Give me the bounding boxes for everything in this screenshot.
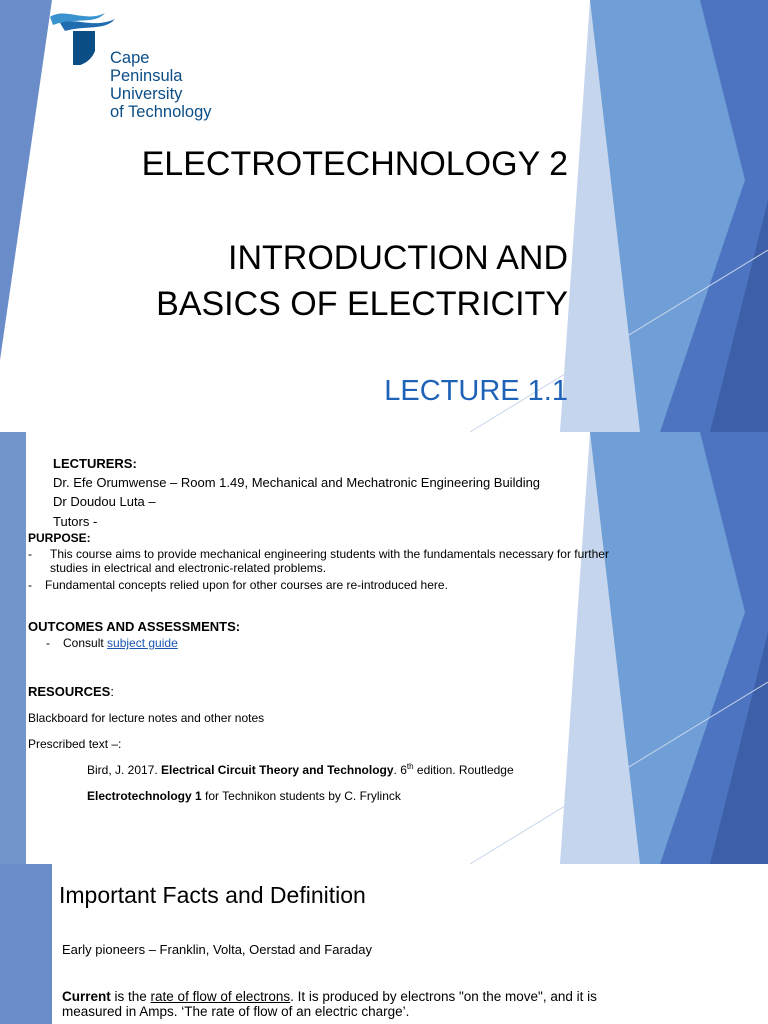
facts-slide [0,864,768,1024]
logo-line-3: University [110,85,183,103]
purpose-item-1-line-2: studies in electrical and electronic-related problems. [50,561,327,575]
course-title: ELECTROTECHNOLOGY 2 [141,145,568,183]
purpose-dash-1: - [28,547,32,561]
lecturer-1: Dr. Efe Orumwense – Room 1.49, Mechanical and Mechatronic Engineering Building [53,475,541,490]
ref1-sup: th [406,762,414,771]
left-edge-strip [0,864,52,1024]
lecturer-2: Dr Doudou Luta – [53,494,156,509]
topic-line-1: INTRODUCTION AND [228,239,568,277]
subject-guide-link[interactable]: subject guide [107,636,178,650]
outcomes-prefix: Consult [63,636,104,650]
ref1-rest: edition. Routledge [413,763,514,777]
resources-colon: : [110,684,114,699]
topic-line-2: BASICS OF ELECTRICITY [156,285,568,323]
tutors: Tutors - [53,514,98,529]
course-info-slide [0,432,768,864]
left-edge-strip [0,432,26,864]
blackboard-line: Blackboard for lecture notes and other notes [28,711,265,725]
logo-line-1: Cape [110,49,150,67]
logo-line-4: of Technology [110,103,212,121]
ref2-rest: for Technikon students by C. Frylinck [201,789,401,803]
resources-label: RESOURCES [28,684,111,699]
purpose-dash-2: - [28,578,32,592]
current-term: Current [62,989,111,1004]
purpose-item-1-line-1: This course aims to provide mechanical engineering students with the fundamentals necessary for further [50,547,609,561]
outcomes-line [63,636,178,650]
logo-line-2: Peninsula [110,67,183,85]
lecturers-heading: LECTURERS: [53,456,137,471]
reference-1 [87,763,514,777]
outcomes-dash: - [46,636,50,650]
title-slide [0,0,768,432]
purpose-heading: PURPOSE: [28,531,91,545]
current-definition-line-2: measured in Amps. ‘The rate of flow of an electric charge’. [62,1004,410,1019]
pioneers-line: Early pioneers – Franklin, Volta, Oerstad and Faraday [62,942,372,957]
current-rest: . It is produced by electrons "on the move", and it is [290,989,597,1004]
resources-heading [28,684,114,699]
outcomes-heading: OUTCOMES AND ASSESSMENTS: [28,619,241,634]
purpose-item-2: Fundamental concepts relied upon for other courses are re-introduced here. [45,578,448,592]
ref2-title: Electrotechnology 1 [87,789,202,803]
current-def: rate of flow of electrons [150,989,291,1004]
ref1-dot: . 6 [393,763,407,777]
current-definition-line-1 [62,989,597,1004]
slide3-title: Important Facts and Definition [59,882,366,908]
reference-2 [87,789,401,803]
prescribed-text-label: Prescribed text –: [28,737,122,751]
lecture-number: LECTURE 1.1 [384,375,568,407]
current-is: is the [110,989,151,1004]
ref1-author: Bird, J. 2017. [87,763,162,777]
ref1-title: Electrical Circuit Theory and Technology [161,763,394,777]
